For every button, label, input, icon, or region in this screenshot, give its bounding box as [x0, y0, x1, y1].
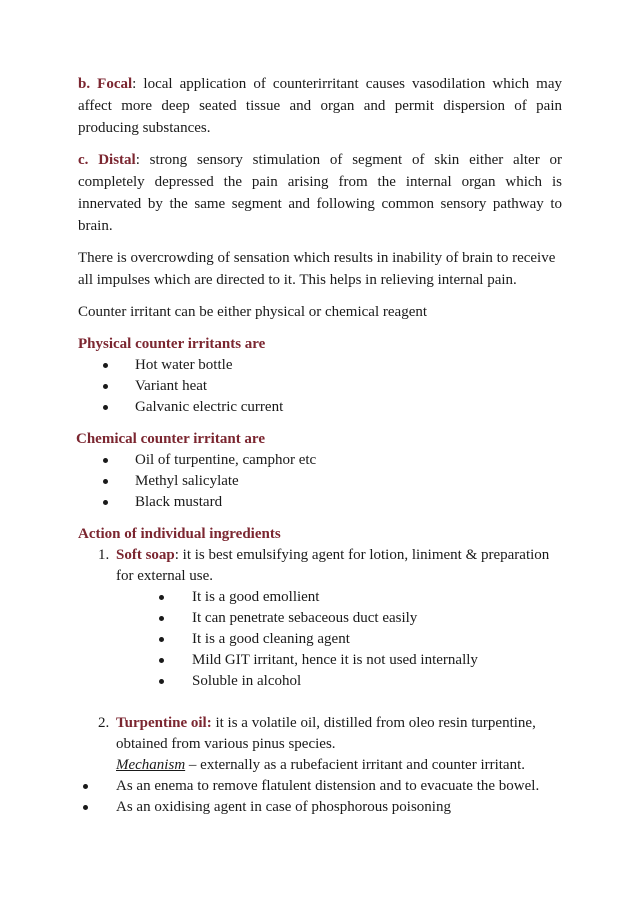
list-item: Hot water bottle [98, 355, 562, 376]
paragraph-distal [78, 149, 562, 237]
paragraph-focal [78, 73, 562, 139]
list-item: As an enema to remove flatulent distension and to evacuate the bowel. [78, 776, 562, 797]
term-turpentine-oil: Turpentine oil: [116, 715, 212, 731]
ingredients-list [78, 545, 562, 776]
term-soft-soap: Soft soap [116, 547, 175, 563]
list-item: It is a good emollient [154, 587, 562, 608]
heading-action: Action of individual ingredients [78, 526, 281, 542]
list-item: As an oxidising agent in case of phosphorous poisoning [78, 797, 562, 818]
heading-chemical: Chemical counter irritant are [76, 431, 265, 447]
heading-physical: Physical counter irritants are [78, 336, 266, 352]
list-item: Variant heat [98, 376, 562, 397]
list-number: 2. [98, 715, 110, 731]
ingredient-turpentine-oil [78, 713, 562, 776]
focal-text: : local application of counterirritant causes vasodilation which may affect more deep seated tissue and organ and permit dispersion of pain producing substances. [78, 76, 562, 136]
list-number: 1. [98, 547, 110, 563]
chemical-list [78, 450, 562, 513]
mechanism-label: Mechanism [116, 757, 186, 773]
list-item: It can penetrate sebaceous duct easily [154, 608, 562, 629]
document-body [78, 73, 562, 818]
term-focal: b. Focal [78, 76, 133, 92]
physical-list [78, 355, 562, 418]
turpentine-uses-list [78, 776, 562, 818]
distal-text: : strong sensory stimulation of segment of skin either alter or completely depressed the pain arising from the internal organ which is innervated by the same segment and following common sensory pathway to brain. [78, 152, 562, 234]
paragraph-overcrowding: There is overcrowding of sensation which results in inability of brain to receive all impulses which are directed to it. This helps in relieving internal pain. [78, 250, 556, 288]
mechanism-text: – externally as a rubefacient irritant and counter irritant. [185, 757, 526, 773]
paragraph-counter-irritant-intro: Counter irritant can be either physical or chemical reagent [78, 304, 428, 320]
list-item: Galvanic electric current [98, 397, 562, 418]
list-item: Mild GIT irritant, hence it is not used internally [154, 650, 562, 671]
list-item: Soluble in alcohol [154, 671, 562, 692]
soft-soap-text: : it is best emulsifying agent for lotion, liniment & preparation for external use. [116, 547, 550, 584]
term-distal: c. Distal [78, 152, 136, 168]
soft-soap-properties [116, 587, 562, 692]
list-item: Black mustard [98, 492, 562, 513]
list-item: It is a good cleaning agent [154, 629, 562, 650]
ingredient-soft-soap [78, 545, 562, 692]
list-item: Methyl salicylate [98, 471, 562, 492]
turpentine-text: it is a volatile oil, distilled from oleo resin turpentine, obtained from various pinus species. [116, 715, 536, 752]
list-item: Oil of turpentine, camphor etc [98, 450, 562, 471]
